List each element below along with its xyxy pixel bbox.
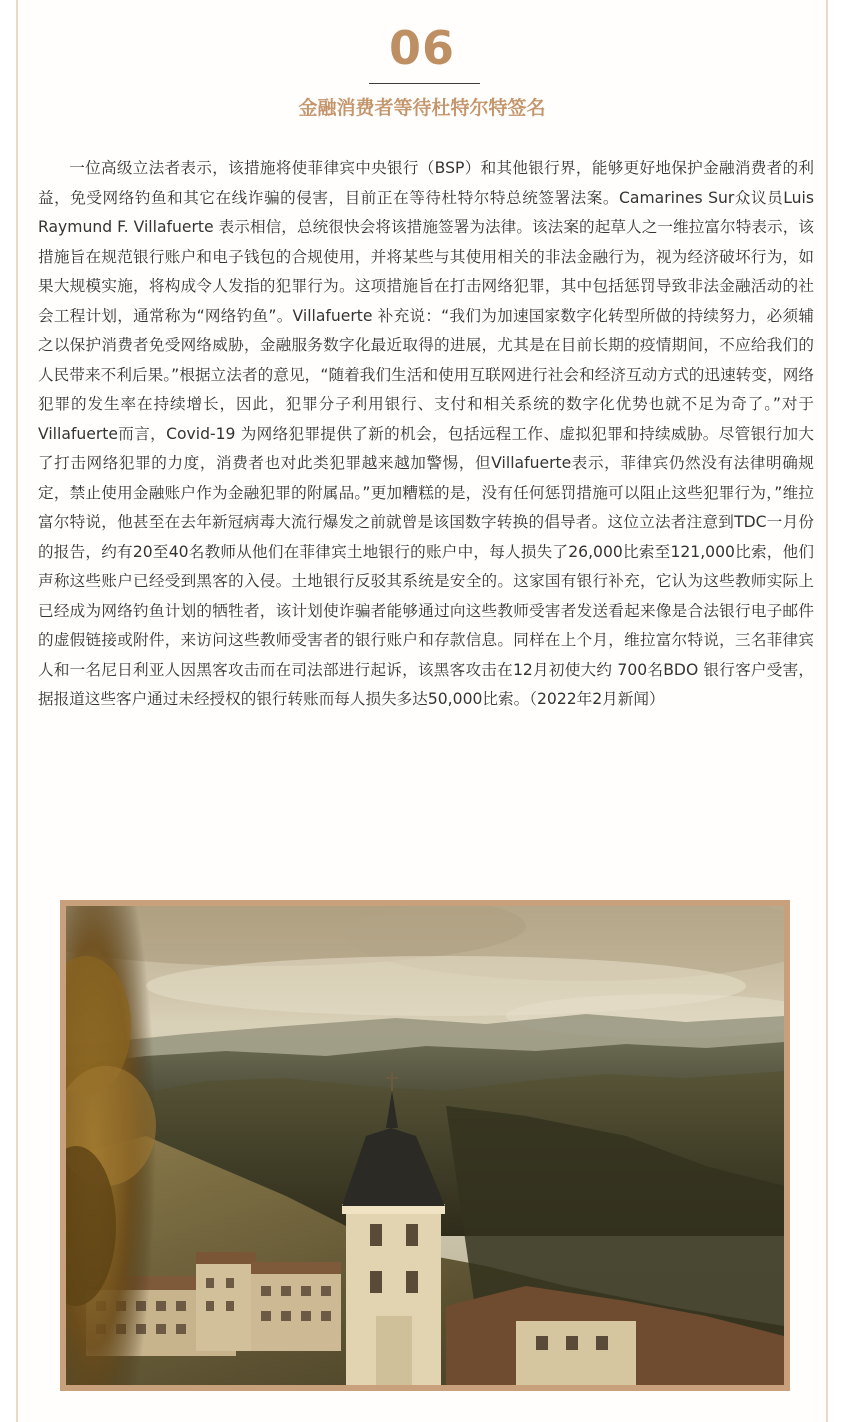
title-divider [369,83,480,84]
article-photo [60,900,790,1391]
hillside-chapel-photo [66,906,784,1385]
article-paragraph: 一位高级立法者表示，该措施将使菲律宾中央银行（BSP）和其他银行界，能够更好地保护金融消费者的利益，免受网络钓鱼和其它在线诈骗的侵害，目前正在等待杜特尔特总统签署法案。Camarines Sur众议员Luis Raymund F. Villafuerte 表示相信，总统很快会将该措施签署为法律。该法案的起草人之一维拉富尔特表示，该措施旨在规范银行账户和电子钱包的合规使用，并将某些与其使用相关的非法金融行为，视为经济破坏行为，如果大规模实施，将构成令人发指的犯罪行为。这项措施旨在打击网络犯罪，其中包括惩罚导致非法金融活动的社会工程计划，通常称为“网络钓鱼”。Villafuerte 补充说：“我们为加速国家数字化转型所做的持续努力，必须辅之以保护消费者免受网络威胁，金融服务数字化最近取得的进展，尤其是在目前长期的疫情期间，不应给我们的人民带来不利后果。”根据立法者的意见，“随着我们生活和使用互联网进行社会和经济互动方式的迅速转变，网络犯罪的发生率在持续增长，因此，犯罪分子利用银行、支付和相关系统的数字化优势也就不足为奇了。”对于 Villafuerte而言，Covid-19 为网络犯罪提供了新的机会，包括远程工作、虚拟犯罪和持续威胁。尽管银行加大了打击网络犯罪的力度，消费者也对此类犯罪越来越加警惕，但Villafuerte表示，菲律宾仍然没有法律明确规定，禁止使用金融账户作为金融犯罪的附属品。”更加糟糕的是，没有任何惩罚措施可以阻止这些犯罪行为，”维拉富尔特说，他甚至在去年新冠病毒大流行爆发之前就曾是该国数字转换的倡导者。这位立法者注意到TDC一月份的报告，约有20至40名教师从他们在菲律宾土地银行的账户中，每人损失了26,000比索至121,000比索，他们声称这些账户已经受到黑客的入侵。土地银行反驳其系统是安全的。这家国有银行补充，它认为这些教师实际上已经成为网络钓鱼计划的牺牲者，该计划使诈骗者能够通过向这些教师受害者发送看起来像是合法银行电子邮件的虚假链接或附件，来访问这些教师受害者的银行账户和存款信息。同样在上个月，维拉富尔特说，三名菲律宾人和一名尼日利亚人因黑客攻击而在司法部进行起诉，该黑客攻击在12月初使大约 700名BDO 银行客户受害，据报道这些客户通过未经授权的银行转账而每人损失多达50,000比索。（2022年2月新闻） [38,159,814,708]
article-page [16,0,828,1422]
section-number: 06 [388,21,455,75]
section-title: 金融消费者等待杜特尔特签名 [298,97,546,119]
